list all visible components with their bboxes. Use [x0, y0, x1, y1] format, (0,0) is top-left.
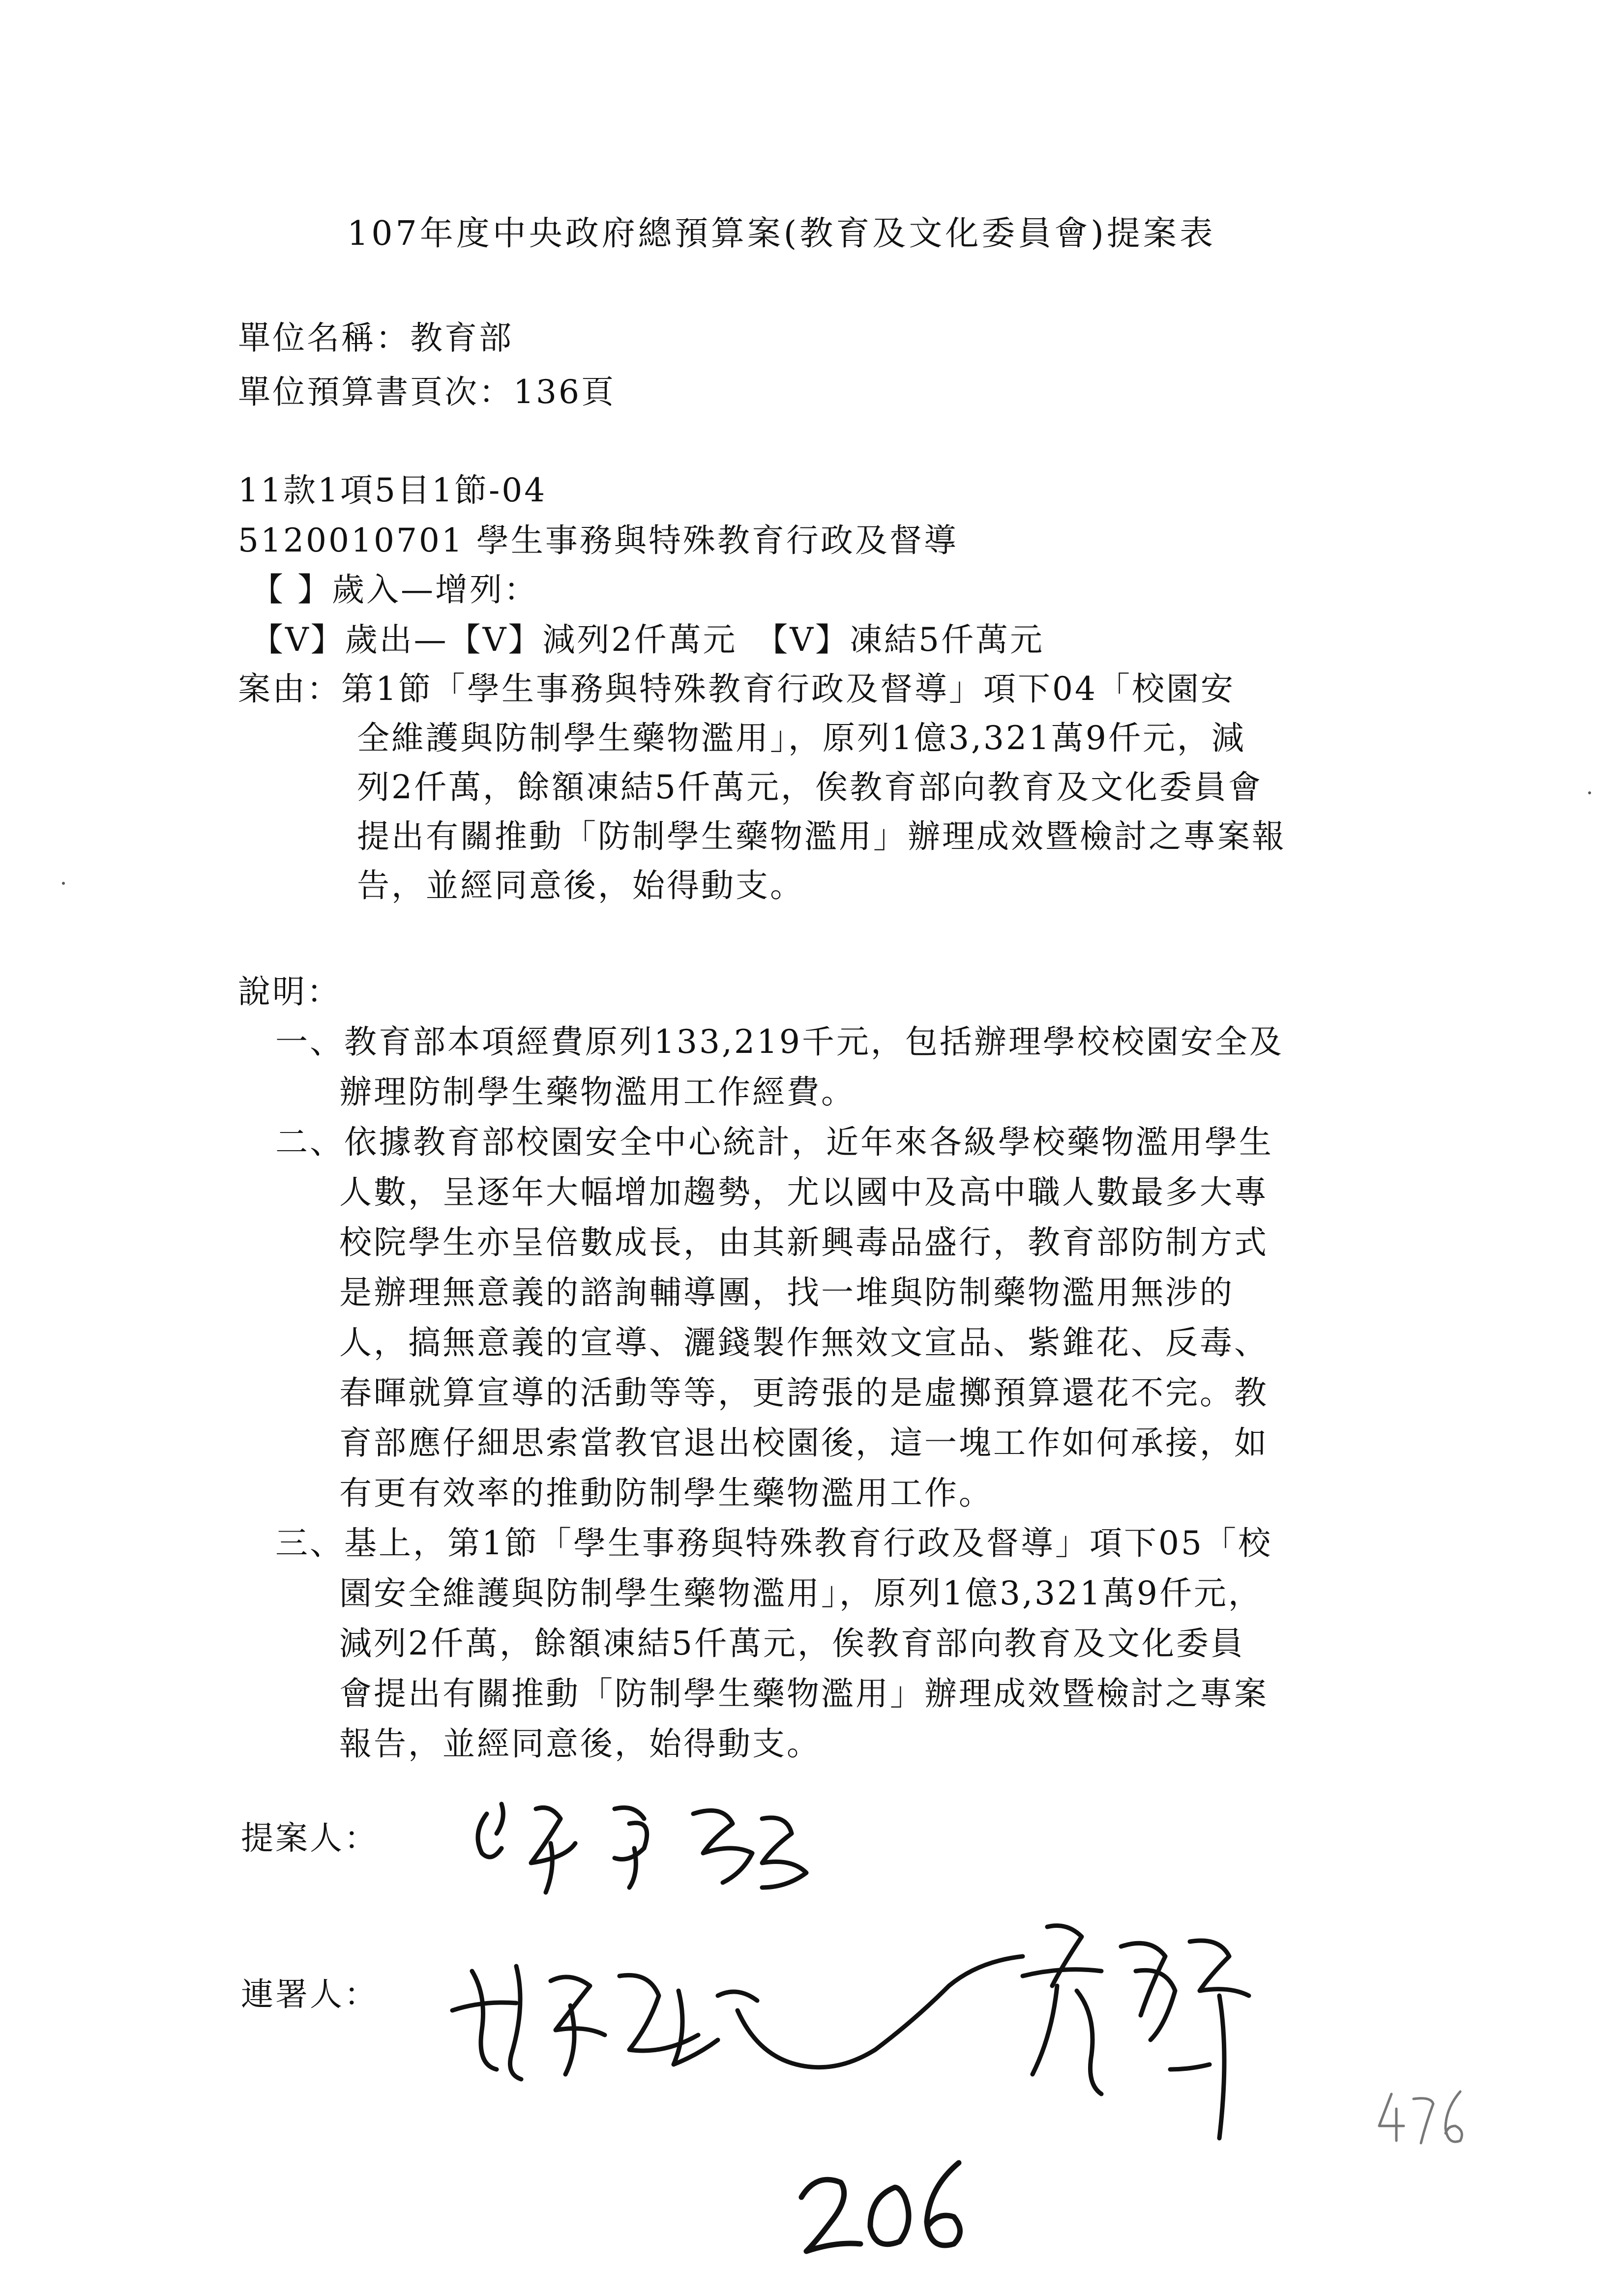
- case-reason-line: 提出有關推動「防制學生藥物濫用」辦理成效暨檢討之專案報: [357, 817, 1286, 855]
- explanation-line: 三、基上，第1節「學生事務與特殊教育行政及督導」項下05「校: [275, 1524, 1272, 1562]
- expenditure-line: 【V】歲出—【V】減列2仟萬元 【V】凍結5仟萬元: [251, 621, 1044, 659]
- explanation-line: 是辦理無意義的諮詢輔導團，找一堆與防制藥物濫用無涉的: [339, 1274, 1234, 1311]
- scan-speck: [62, 882, 65, 885]
- explanation-line: 校院學生亦呈倍數成長，由其新興毒品盛行，教育部防制方式: [339, 1223, 1269, 1261]
- budget-page-reference: 單位預算書頁次：136頁: [238, 373, 616, 411]
- explanation-line: 育部應仔細思索當教官退出校園後，這一塊工作如何承接，如: [339, 1424, 1269, 1462]
- document-title: 107年度中央政府總預算案(教育及文化委員會)提案表: [347, 214, 1216, 253]
- explanation-line: 園安全維護與防制學生藥物濫用」，原列1億3,321萬9仟元，: [339, 1574, 1263, 1612]
- cosigner-signature: [443, 1907, 1352, 2163]
- case-reason-line: 列2仟萬，餘額凍結5仟萬元，俟教育部向教育及文化委員會: [357, 768, 1263, 806]
- handwritten-page-number: [797, 2153, 974, 2261]
- explanation-heading: 說明：: [238, 973, 341, 1011]
- explanation-line: 二、依據教育部校園安全中心統計，近年來各級學校藥物濫用學生: [275, 1123, 1273, 1161]
- pencil-side-number: [1372, 2084, 1470, 2153]
- explanation-line: 減列2仟萬，餘額凍結5仟萬元，俟教育部向教育及文化委員: [339, 1625, 1245, 1662]
- explanation-line: 人，搞無意義的宣導、灑錢製作無效文宣品、紫錐花、反毒、: [339, 1324, 1269, 1362]
- item-code: 11款1項5目1節-04: [238, 471, 547, 509]
- case-reason-line: 案由：第1節「學生事務與特殊教育行政及督導」項下04「校園安: [238, 670, 1235, 708]
- proposer-signature: [467, 1789, 821, 1897]
- proposer-label: 提案人：: [241, 1819, 379, 1857]
- unit-name: 單位名稱：教育部: [238, 319, 513, 357]
- program-name: 5120010701 學生事務與特殊教育行政及督導: [238, 522, 958, 559]
- explanation-line: 會提出有關推動「防制學生藥物濫用」辦理成效暨檢討之專案: [339, 1675, 1269, 1713]
- explanation-line: 春暉就算宣導的活動等等，更誇張的是虛擲預算還花不完。教: [339, 1374, 1269, 1412]
- case-reason-line: 告，並經同意後，始得動支。: [357, 867, 804, 904]
- scan-speck: [1588, 791, 1591, 794]
- explanation-line: 報告，並經同意後，始得動支。: [339, 1725, 821, 1763]
- explanation-line: 人數，呈逐年大幅增加趨勢，尤以國中及高中職人數最多大專: [339, 1173, 1269, 1211]
- explanation-line: 一、教育部本項經費原列133,219千元，包括辦理學校校園安全及: [275, 1023, 1284, 1061]
- revenue-line: 【 】歲入—增列：: [251, 571, 538, 609]
- case-reason-line: 全維護與防制學生藥物濫用」，原列1億3,321萬9仟元，減: [357, 719, 1246, 757]
- cosigner-label: 連署人：: [241, 1976, 379, 2013]
- explanation-line: 辦理防制學生藥物濫用工作經費。: [339, 1073, 856, 1111]
- explanation-line: 有更有效率的推動防制學生藥物濫用工作。: [339, 1474, 993, 1512]
